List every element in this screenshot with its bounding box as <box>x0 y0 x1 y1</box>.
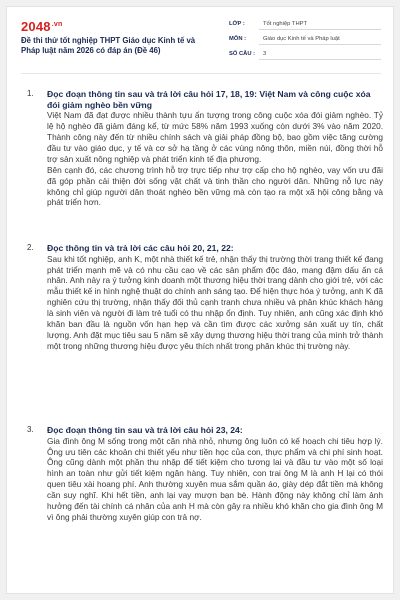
meta-row-question-count <box>229 46 381 61</box>
meta-value-question-count: 3 <box>259 48 381 60</box>
question-paragraph: Gia đình ông M sống trong một căn nhà nhỏ, nhưng ông luôn có kế hoạch chi tiêu hợp lý. Ông ưu tiên các khoản chi thiết yếu như tiền học của con, thực phẩm và chi phí sinh hoạt. Ông cũng dành một phần thu nhập để tiết kiệm cho tương lai và đầu tư vào một số loại hình an toàn như gửi tiết kiệm ngân hàng. Tuy nhiên, con trai ông M là anh H lại có thói quen tiêu xài hoang phí. Anh thường xuyên mua sắm quần áo, giày dép đắt tiền mà không cần suy nghĩ. Khi hết tiền, anh lại vay mượn bạn bè. Hành động này không chỉ làm ảnh hưởng đến tài chính cá nhân của anh H mà còn gây ra nhiều khó khăn cho gia đình ông M vì ông phải thường xuyên giúp con trả nợ. <box>47 435 383 522</box>
document-header <box>21 16 381 68</box>
header-divider <box>21 73 381 74</box>
meta-row-subject <box>229 31 381 46</box>
question-section-2 <box>27 243 383 352</box>
question-paragraph: Việt Nam đã đạt được nhiều thành tựu ấn tượng trong công cuộc xóa đói giảm nghèo. Tỷ lệ hộ nghèo đã giảm đáng kể, từ mức 58% năm 1993 xuống còn dưới 3% vào năm 2020. Thành công này đến từ nhiều chính sách và giải pháp đồng bộ, bao gồm việc tăng cường đầu tư vào giáo dục, y tế và cơ sở hạ tầng ở các vùng nông thôn, miền núi, đồng thời hỗ trợ sản xuất nông nghiệp và phát triển kinh tế địa phương. <box>47 110 383 164</box>
site-logo[interactable] <box>21 19 62 34</box>
meta-value-class: Tốt nghiệp THPT <box>259 18 381 30</box>
question-paragraph: Sau khi tốt nghiệp, anh K, một nhà thiết kế trẻ, nhận thấy thị trường thời trang thiết kế đang phát triển mạnh mẽ và có nhu cầu cao về các sản phẩm độc đáo, mang đậm dấu ấn cá nhân. Anh nảy ra ý tưởng kinh doanh một thương hiệu thời trang dành cho giới trẻ, với các mẫu thiết kế in hình nghệ thuật do chính anh sáng tạo. Để hiện thực hóa ý tưởng, anh K đã nghiên cứu thị trường, nhận thấy đối thủ cạnh tranh chưa nhiều và phân khúc khách hàng là sinh viên và người đi làm trẻ tuổi có thu nhập ổn định. Tuy nhiên, anh cũng xác định khó khăn ban đầu là nguồn vốn hạn hẹp và cần tìm được các xưởng sản xuất uy tín, chất lượng. Anh đặt mục tiêu sau 5 năm sẽ xây dựng thương hiệu thời trang của mình trở thành một trong những thương hiệu được yêu thích nhất trong phân khúc thị trường này. <box>47 253 383 351</box>
question-heading: Đọc đoạn thông tin sau và trả lời câu hỏi 17, 18, 19: Việt Nam và công cuộc xóa đói giảm nghèo bền vững <box>47 89 371 110</box>
logo-text: 2048 <box>21 19 51 34</box>
question-number: 3. <box>27 425 34 434</box>
question-heading: Đọc đoạn thông tin sau và trả lời câu hỏi 23, 24: <box>47 425 243 435</box>
logo-suffix: .vn <box>51 20 63 28</box>
question-section-1 <box>27 89 383 208</box>
question-paragraph: Bên cạnh đó, các chương trình hỗ trợ trực tiếp như trợ cấp cho hộ nghèo, vay vốn ưu đãi đã góp phần cải thiện đời sống vật chất và tinh thần cho người dân. Những nỗ lực này không chỉ giúp người dân thoát nghèo bền vững mà còn tạo ra một xã hội công bằng và phát triển hơn. <box>47 164 383 208</box>
question-number: 1. <box>27 89 34 98</box>
question-heading: Đọc thông tin và trả lời các câu hỏi 20, 21, 22: <box>47 243 234 253</box>
meta-value-subject: Giáo dục Kinh tế và Pháp luật <box>259 33 381 45</box>
document-meta <box>229 16 381 61</box>
document-title: Đề thi thử tốt nghiệp THPT Giáo dục Kinh tế và Pháp luật năm 2026 có đáp án (Đề 46) <box>21 36 196 55</box>
meta-label: MÔN : <box>229 35 247 42</box>
document-page <box>6 6 394 594</box>
meta-row-class <box>229 16 381 31</box>
meta-label: LỚP : <box>229 20 245 27</box>
question-number: 2. <box>27 243 34 252</box>
question-section-3 <box>27 425 383 523</box>
meta-label: SỐ CÂU : <box>229 50 256 57</box>
